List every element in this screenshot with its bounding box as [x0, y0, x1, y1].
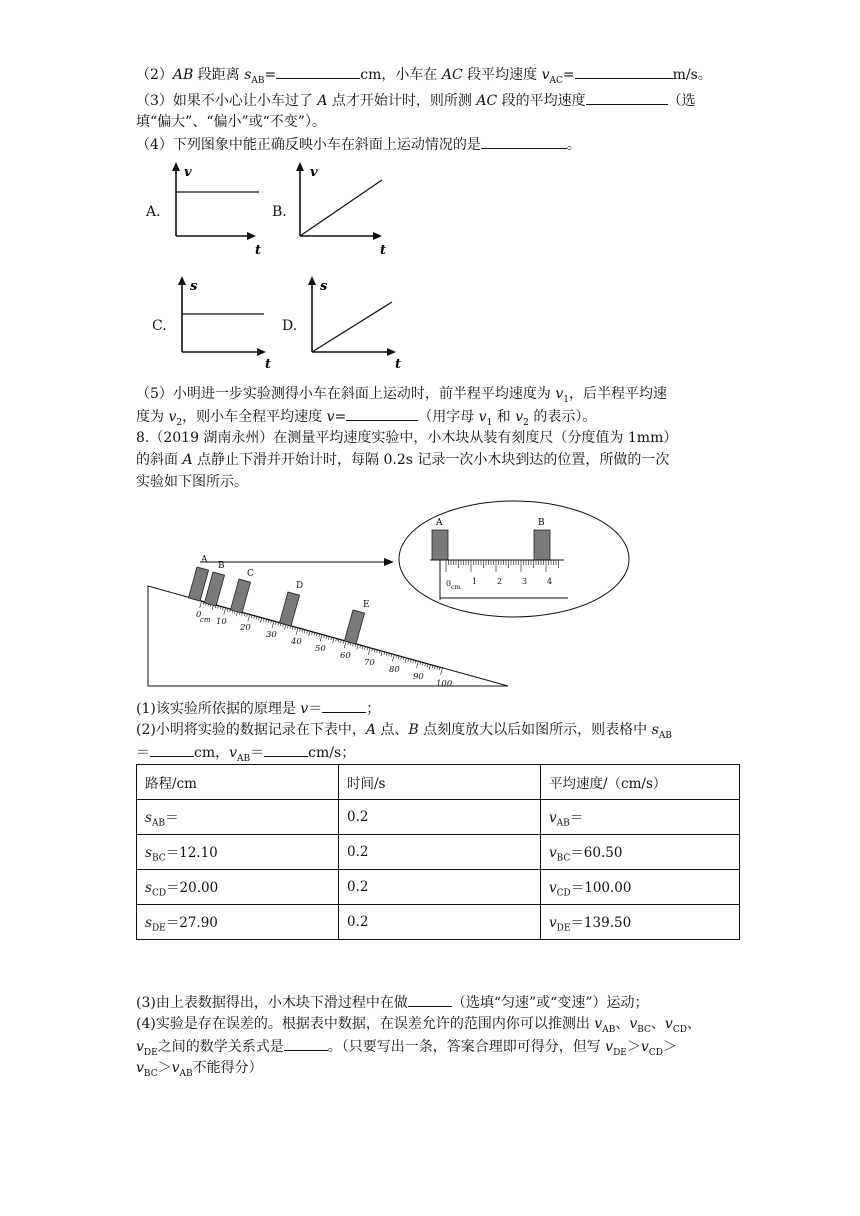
- zoom-block-label: A: [436, 518, 443, 528]
- ruler-tick: [328, 637, 329, 640]
- ruler-tick: [312, 632, 313, 635]
- block-d: [279, 592, 299, 626]
- y-axis-label: s: [190, 279, 198, 294]
- block-a: [188, 567, 208, 601]
- q8-stem-line2: 的斜面 A 点静止下滑并开始计时，每隔 0.2s 记录一次小木块到达的位置，所做的一次: [136, 452, 670, 468]
- ruler-tick: [420, 662, 421, 665]
- x-axis-label: t: [395, 357, 402, 371]
- table-row: $s_{AB}=$ 0.2 $v_{AB}=$: [137, 800, 740, 835]
- ruler-tick: [398, 656, 399, 659]
- ruler-tick: [367, 647, 368, 650]
- ruler-tick: [422, 663, 423, 666]
- ruler-tick: [410, 659, 411, 662]
- ruler-tick: [266, 619, 267, 622]
- ruler-tick: [413, 660, 414, 663]
- answer-blank[interactable]: [481, 134, 567, 149]
- q7-part5: （5）小明进一步实验测得小车在斜面上运动时，前半程平均速度为 $v_1$，后半程平均速: [136, 386, 668, 405]
- q7-part5-cont: 度为 $v_2$，则小车全程平均速度 v= （用字母 $v_1$ 和 $v_2$ 的表示）。: [136, 406, 596, 433]
- table-row: $s_{BC}=12.10$ 0.2 $v_{BC}=60.50$: [137, 835, 740, 870]
- option-a-label[interactable]: A.: [146, 204, 161, 220]
- ruler-tick: [203, 602, 204, 605]
- ruler-tick: [316, 633, 317, 636]
- block-label: C: [247, 569, 254, 579]
- answer-blank[interactable]: [150, 742, 194, 757]
- header-cell: 路程/cm: [137, 765, 339, 800]
- answer-blank[interactable]: [575, 64, 673, 79]
- option-b-label[interactable]: B.: [272, 204, 287, 220]
- zoom-label: 0: [446, 579, 452, 588]
- ruler-tick: [244, 613, 245, 616]
- ruler-tick: [272, 621, 274, 628]
- answer-blank[interactable]: [264, 742, 308, 757]
- answer-blank[interactable]: [276, 64, 360, 79]
- ruler-tick: [432, 665, 433, 668]
- option-c-label[interactable]: C.: [152, 318, 167, 334]
- ruler-tick: [348, 642, 349, 645]
- block-c: [230, 579, 250, 613]
- q8-part3: (3)由上表数据得出，小木块下滑过程中在做 （选填“匀速”或“变速”）运动；: [136, 992, 648, 1013]
- option-d-label[interactable]: D.: [282, 318, 298, 334]
- q8-part2: (2)小明将实验的数据记录在下表中，A 点、B 点刻度放大以后如图所示，则表格中 $s_{AB}$: [136, 722, 672, 741]
- table-header-row: [137, 765, 740, 800]
- ruler-tick: [275, 622, 276, 625]
- graph-option-c: [172, 276, 276, 371]
- table-row: $s_{DE}=27.90$ 0.2 $v_{DE}=139.50$: [137, 905, 740, 940]
- ruler-tick: [333, 638, 334, 643]
- ruler-tick: [283, 624, 284, 627]
- q7-part3: （3）如果不小心让小车过了 A 点才开始计时，则所测 AC 段的平均速度 （选: [136, 90, 696, 111]
- q7-part4: （4）下列图象中能正确反映小车在斜面上运动情况的是 。: [136, 134, 581, 155]
- ruler-tick: [336, 639, 337, 642]
- ruler-tick: [324, 635, 325, 638]
- ruler-tick: [437, 667, 438, 670]
- graph-option-d: [302, 276, 406, 371]
- ruler-tick: [350, 643, 351, 646]
- y-axis-label: v: [310, 165, 318, 180]
- ruler-tick: [362, 646, 363, 649]
- ruler-tick: [427, 664, 428, 667]
- ruler-label: 40: [291, 637, 302, 647]
- q7-part3-cont: 填“偏大”、“偏小”或“不变”）。: [136, 114, 326, 130]
- ruler-tick: [314, 633, 315, 636]
- data-table: [136, 764, 740, 940]
- ruler-tick: [417, 661, 419, 668]
- ruler-tick: [434, 666, 435, 669]
- graph-line: [312, 302, 392, 352]
- x-axis-label: t: [380, 243, 387, 257]
- ruler-label: 10: [216, 617, 227, 627]
- ruler-tick: [338, 639, 339, 642]
- ruler-tick: [263, 619, 264, 622]
- q8-part4-cont: $v_{DE}$之间的数学关系式是 。（只要写出一条，答案合理即可得分，但写 $v_{DE}>v_{CD}>$: [136, 1036, 677, 1063]
- zoom-label: 4: [547, 577, 553, 586]
- ruler-tick: [441, 668, 443, 675]
- header-cell: 平均速度/（cm/s）: [541, 765, 740, 800]
- answer-blank[interactable]: [322, 698, 366, 713]
- ruler-tick: [401, 657, 402, 660]
- ruler-tick: [280, 623, 281, 626]
- block-b: [204, 572, 224, 606]
- q8-part1: (1)该实验所依据的原理是 v＝ ；: [136, 698, 380, 719]
- ruler-tick: [271, 621, 272, 624]
- answer-blank[interactable]: [408, 992, 452, 1007]
- ruler-label: 80: [389, 665, 400, 675]
- ruler-label: 100: [436, 679, 453, 689]
- table-row: $s_{CD}=20.00$ 0.2 $v_{CD}=100.00$: [137, 870, 740, 905]
- ruler-tick: [222, 607, 223, 610]
- ruler-tick: [415, 661, 416, 664]
- header-cell: 时间/s: [339, 765, 541, 800]
- ruler-tick: [256, 617, 257, 620]
- zoom-block-a: [432, 530, 448, 560]
- q8-part4-cont2: $v_{BC}>v_{AB}$不能得分）: [136, 1060, 263, 1079]
- ruler-tick: [392, 655, 394, 662]
- ruler-tick: [368, 648, 370, 655]
- y-axis-label: s: [320, 279, 328, 294]
- q8-stem-line3: 实验如下图所示。: [136, 474, 248, 490]
- x-axis-label: t: [265, 357, 272, 371]
- ruler-tick: [254, 616, 255, 619]
- ruler-tick: [381, 651, 382, 656]
- ruler-tick: [408, 659, 409, 662]
- ruler-label: 30: [266, 630, 277, 640]
- block-label: B: [218, 561, 225, 571]
- block-label: E: [363, 600, 370, 610]
- answer-blank[interactable]: [586, 90, 668, 105]
- ruler-tick: [372, 649, 373, 652]
- ruler-tick: [285, 625, 286, 630]
- ruler-tick: [353, 643, 354, 646]
- ruler-tick: [429, 665, 430, 670]
- ruler-label: 60: [340, 651, 351, 661]
- ruler-tick: [377, 650, 378, 653]
- block-e: [344, 610, 364, 644]
- ruler-tick: [247, 614, 248, 617]
- ruler-tick: [200, 601, 202, 608]
- zoom-inset: [396, 498, 632, 620]
- ruler-tick: [287, 625, 288, 628]
- ruler-tick: [386, 653, 387, 656]
- ruler-tick: [248, 615, 250, 622]
- graph-line: [300, 180, 382, 236]
- ruler-tick: [251, 615, 252, 618]
- zoom-label: 3: [522, 577, 528, 586]
- ruler-tick: [260, 618, 261, 623]
- ruler-tick: [227, 609, 228, 612]
- ruler-tick: [309, 631, 310, 636]
- ruler-tick: [304, 630, 305, 633]
- ruler-tick: [290, 626, 291, 629]
- ruler-tick: [220, 607, 221, 610]
- ruler-tick: [218, 606, 219, 609]
- zoom-label: 2: [497, 577, 503, 586]
- y-axis-label: v: [184, 165, 192, 180]
- ruler-tick: [259, 617, 260, 620]
- ruler-tick: [396, 655, 397, 658]
- ruler-label: 0: [196, 610, 202, 620]
- ruler-tick: [319, 634, 320, 637]
- ruler-tick: [355, 644, 356, 647]
- q8-part4: (4)实验是存在误差的。根据表中数据，在误差允许的范围内你可以推测出 $v_{AB}$、$v_{BC}$、$v_{CD}$、: [136, 1016, 701, 1035]
- ruler-tick: [331, 637, 332, 640]
- ruler-tick: [224, 608, 226, 615]
- ruler-tick: [360, 645, 361, 648]
- q7-part2: （2）AB 段距离 $s_{AB}=$ cm，小车在 AC 段平均速度 $v_{AC}= m/s$。: [136, 64, 712, 91]
- ruler-tick: [295, 627, 296, 630]
- ruler-tick: [268, 620, 269, 623]
- ruler-tick: [365, 647, 366, 650]
- zoom-block-b: [534, 530, 550, 560]
- ruler-tick: [391, 654, 392, 657]
- graph-option-b: [290, 162, 392, 257]
- q8-part2-cont: ＝ cm，$v_{AB}= cm/s$；: [136, 742, 355, 769]
- ruler-tick: [425, 663, 426, 666]
- zoom-block-label: B: [538, 518, 545, 528]
- ruler-tick: [302, 629, 303, 632]
- ruler-tick: [405, 658, 406, 663]
- ruler-label: 70: [364, 658, 375, 668]
- ruler-tick: [384, 652, 385, 655]
- block-label: D: [296, 581, 304, 591]
- zoom-label: 1: [472, 577, 478, 586]
- graph-option-a: [166, 162, 266, 257]
- ruler-tick: [379, 651, 380, 654]
- ruler-tick: [340, 640, 341, 643]
- ruler-label: 90: [413, 672, 424, 682]
- ruler-tick: [439, 667, 440, 670]
- x-axis-label: t: [255, 243, 262, 257]
- ruler-label: cm: [200, 616, 211, 624]
- ruler-tick: [307, 631, 308, 634]
- ruler-label: 50: [315, 644, 326, 654]
- block-label: A: [201, 555, 208, 565]
- ruler-tick: [278, 623, 279, 626]
- zoom-label: cm: [451, 583, 461, 591]
- ruler-tick: [374, 649, 375, 652]
- ruler-tick: [300, 629, 301, 632]
- ruler-tick: [296, 628, 298, 635]
- ruler-label: 20: [240, 623, 251, 633]
- answer-blank[interactable]: [284, 1036, 328, 1051]
- ruler-tick: [403, 657, 404, 660]
- q8-stem-line1: 8.（2019 湖南永州）在测量平均速度实验中，小木块从装有刻度尺（分度值为 1mm）: [136, 430, 678, 446]
- ruler-tick: [320, 635, 322, 642]
- ruler-tick: [343, 641, 344, 644]
- ruler-tick: [344, 641, 346, 648]
- ruler-tick: [326, 636, 327, 639]
- ruler-tick: [389, 653, 390, 656]
- ruler-tick: [292, 627, 293, 630]
- ruler-tick: [357, 645, 358, 650]
- answer-blank[interactable]: [346, 406, 418, 421]
